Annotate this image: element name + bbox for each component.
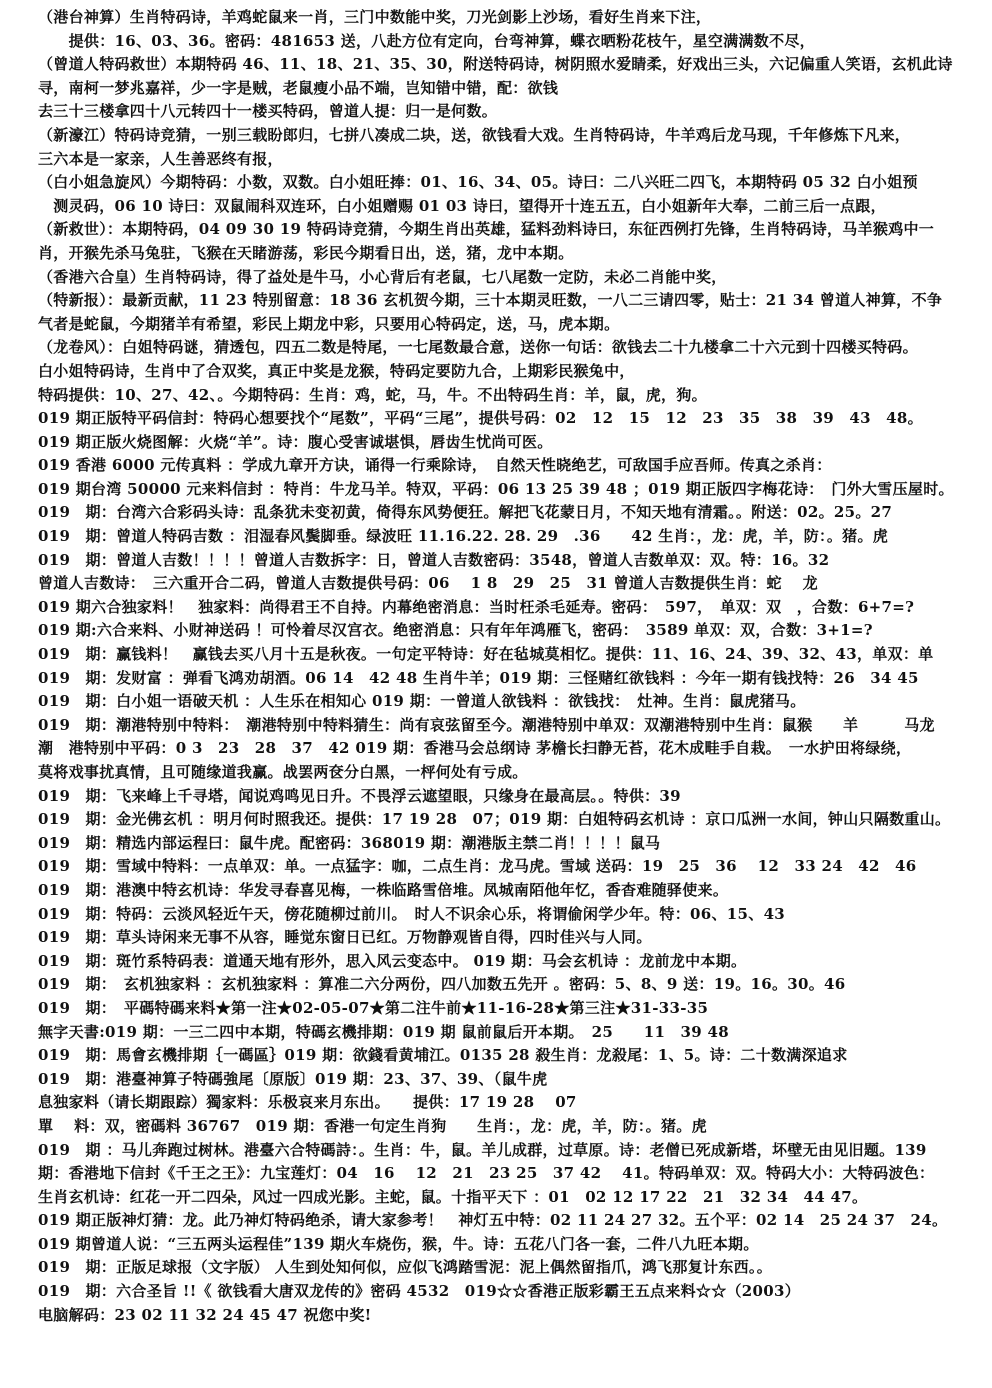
text-line: （特新报）：最新贡献，11 23 特别留意：18 36 玄机贺今期，三十本期灵旺数，一八二三请四零，贴士：21 34 曾道人神算，不争 (38, 291, 943, 310)
text-line: 三六本是一家亲，人生善恶终有报， (38, 149, 283, 168)
text-line: 019 期：台湾六合彩码头诗：乱条犹未变初黄，倚得东风势便狂。解把飞花蒙日月，不知天地有清霜。。附送：02。25。27 (38, 503, 893, 522)
text-line: 电脑解码：23 02 11 32 24 45 47 祝您中奖! (38, 1305, 372, 1324)
text-line: 019 期正版神灯猜：龙。此乃神灯特码绝杀，请大家参考！ 神灯五中特：02 11 24 27 32。五个平：02 14 25 24 37 24。 (38, 1211, 948, 1230)
text-line: 特码提供：10、27、42、。今期特码：生肖：鸡，蛇，马，牛。不出特码生肖：羊，鼠，虎，狗。 (38, 385, 707, 404)
text-line: 單 料：双，密碼料 36767 019 期：香港一句定生肖狗 生肖：，龙：虎，羊，防：。猪。虎 (38, 1116, 707, 1135)
text-line: 提供：16、03、36。密码：481653 送，八赴方位有定向，台弯神算，蝶衣晒粉花枝午，星空满满数不尽， (38, 31, 815, 50)
text-line: （曾道人特码救世）本期特码 46、11、18、21、35、30，附送特码诗，树阴照水爱睛柔，好戏出三头，六记偏重人笑语，玄机此诗 (38, 55, 953, 74)
text-line: 测灵码，06 10 诗曰：双鼠闹科双连环，白小姐赠赐 01 03 诗曰，望得开十连五五，白小姐新年大奉，二前三后一点跟， (38, 196, 886, 215)
text-line: 019 期：潮港特别中特料： 潮港特别中特料猜生：尚有哀弦留至今。潮港特别中单双：双潮港特别中生肖：鼠猴 羊 马龙 (38, 715, 935, 734)
text-line: 019 期：特码：云淡风轻近午天，傍花随柳过前川。 时人不识余心乐，将谓偷闲学少年。特：06、15、43 (38, 904, 786, 923)
text-line: 019 期： 平碼特碼来料★第一注★02-05-07★第二注牛前★11-16-28★第三注★31-33-35 (38, 998, 709, 1017)
text-line: 息独家料（请长期跟踪）獨家料：乐极哀来月东出。 提供：17 19 28 07 (38, 1093, 577, 1112)
text-line: 期：香港地下信封《千王之王》：九宝莲灯：04 16 12 21 23 25 37 42 41。特码单双：双。特码大小：大特码波色： (38, 1164, 935, 1183)
text-line: 019 期台湾 50000 元来料信封 ：特肖：牛龙马羊。特双，平码：06 13 25 39 48 ；019 期正版四字梅花诗： 门外大雪压屋时。 (38, 479, 954, 498)
text-line: 019 期：港澳中特玄机诗：华发寻春喜见梅，一株临路雪倍堆。凤城南陌他年忆，香杳难随驿使来。 (38, 880, 729, 899)
text-line: 019 期：金光佛玄机 ：明月何时照我还。提供：17 19 28 07；019 期：白姐特码玄机诗 ：京口瓜洲一水间，钟山只隔数重山。 (38, 810, 951, 829)
text-line: 019 期：精选内部运程曰：鼠牛虎。配密码：368019 期：潮港版主禁二肖！！！！鼠马 (38, 833, 661, 852)
text-line: 019 期：白小姐一语破天机 ：人生乐在相知心 019 期：一曾道人欲钱料 ：欲钱找： 灶神。生肖：鼠虎猪马。 (38, 692, 806, 711)
text-line: 019 期：飞来峰上千寻塔，闻说鸡鸣见日升。不畏浮云遮望眼，只缘身在最高层。。特供：39 (38, 786, 681, 805)
text-line: 019 期：六合圣旨 !!《 欲钱看大唐双龙传的》密码 4532 019☆☆香港正版彩霸王五点来料☆☆（2003） (38, 1282, 801, 1301)
text-line: 019 期：赢钱料！ 赢钱去买八月十五是秋夜。一句定平特诗：好在毡城莫相忆。提供：11、16、24、39、32、43，单双：单 (38, 645, 934, 664)
text-line: 气者是蛇鼠，今期猪羊有希望，彩民上期龙中彩，只要用心特码定，送，马，虎本期。 (38, 314, 620, 333)
text-line: 019 期：斑竹系特码表：道通天地有形外，思入风云变态中。 019 期：马会玄机诗 ：龙前龙中本期。 (38, 951, 747, 970)
text-line: 019 期：曾道人吉数！！！！曾道人吉数拆字：日，曾道人吉数密码：3548，曾道人吉数单双：双。特：16。32 (38, 550, 830, 569)
text-line: 019 期 ：马儿奔跑过树林。港臺六合特碼詩：。生肖：牛，鼠。羊儿成群，过草原。诗：老僧已死成新塔，坏壁无由见旧题。139 (38, 1140, 927, 1159)
text-line: 019 期：馬會玄機排期｛一碼區｝019 期：欲錢看黄埔江。0135 28 殺生肖：龙殺尾：1、5。诗：二十数满深追求 (38, 1046, 848, 1065)
text-line: 019 期：发财富 ：弹看飞鸿劝胡酒。06 14 42 48 生肖牛羊；019 期：三怪赌红欲钱料 ：今年一期有钱找特：26 34 45 (38, 668, 919, 687)
text-line: 莫将戏事扰真情，且可随缘道我赢。战罢两奁分白黑，一枰何处有亏成。 (38, 763, 528, 781)
text-line: 潮 港特别中平码：0 3 23 28 37 42 019 期：香港马会总纲诗 茅檐长扫静无苔，花木成畦手自栽。 一水护田将绿绕， (38, 739, 912, 758)
text-line: （白小姐急旋风）今期特码：小数，双数。白小姐旺捧：01、16、34、05。诗曰：二八兴旺二四飞，本期特码 05 32 白小姐预 (38, 173, 918, 192)
text-line: 去三十三楼拿四十八元转四十一楼买特码，曾道人提：归一是何数。 (38, 102, 498, 121)
text-line: 019 期：曾道人特码吉数 ：泪湿春风鬓脚垂。绿波旺 11.16.22. 28. 29 .36 42 生肖：，龙：虎，羊，防：。猪。虎 (38, 527, 889, 546)
text-line: 019 期：草头诗闲来无事不从容，睡觉东窗日已红。万物静观皆自得，四时佳兴与人同。 (38, 928, 652, 947)
text-line: （香港六合皇）生肖特码诗，得了益处是牛马，小心背后有老鼠，七八尾数一定防，未必二肖能中奖， (38, 267, 727, 286)
text-line: 曾道人吉数诗： 三六重开合二码，曾道人吉数提供号码：06 1 8 29 25 31 曾道人吉数提供生肖：蛇 龙 (38, 574, 818, 593)
text-line: 寻，南柯一梦兆嘉祥，少一字是贼，老鼠瘦小品不端，岂知错中错，配：欲钱 (38, 78, 559, 97)
text-line: 019 期:六合来料、小财神送码 ！可怜着尽汉宫衣。绝密消息：只有年年鸿雁飞，密码： 3589 单双：双，合数：3+1=? (38, 621, 873, 640)
text-line: 019 期曾道人说：“三五两头运程佳”139 期火车烧伤，猴，牛。诗：五花八门各一套，二件八九旺本期。 (38, 1234, 759, 1253)
text-line: 019 期：雪域中特料：一点单双：单。一点猛字：咖，二点生肖：龙马虎。雪域 送码：19 25 36 12 33 24 42 46 (38, 857, 917, 876)
text-line: 019 期：正版足球报（文字版） 人生到处知何似，应似飞鸿踏雪泥：泥上偶然留指爪，鸿飞那复计东西。。 (38, 1258, 773, 1277)
text-line: 019 期正版火烧图解：火烧“羊”。诗：腹心受害诚堪惧，唇齿生忧尚可医。 (38, 432, 553, 451)
text-line: 019 期：港臺神算子特碼強尾〔原版〕019 期：23、37、39、（鼠牛虎 (38, 1069, 548, 1088)
text-line: 019 香港 6000 元传真料 ：学成九章开方诀，诵得一行乘除诗， 自然天性晓绝艺，可敌国手应吾师。传真之杀肖： (38, 456, 832, 475)
text-line: 生肖玄机诗：红花一开二四朵，风过一四成光影。主蛇，鼠。十指平天下 ：01 02 12 17 22 21 32 34 44 47。 (38, 1187, 868, 1206)
text-line: 019 期正版特平码信封：特码心想要找个“尾数”，平码“三尾”，提供号码：02 12 15 12 23 35 38 39 43 48。 (38, 409, 923, 428)
text-line: 019 期： 玄机独家料 ：玄机独家料 ：算准二六分两份，四八加数五先开 。密码：5、8、9 送：19。16。30。46 (38, 975, 846, 994)
text-line: 白小姐特码诗，生肖中了合双奖，真正中奖是龙猴，特码定要防九合，上期彩民猴兔中， (38, 361, 635, 380)
text-line: 無字天書:019 期：一三二四中本期，特碼玄機排期：019 期 鼠前鼠后开本期。 25 11 39 48 (38, 1022, 729, 1041)
text-line: 肖，开猴先杀马兔驻，飞猴在天睹游荡，彩民今期看日出，送，猪，龙中本期。 (38, 243, 574, 262)
text-line: （新救世）：本期特码，04 09 30 19 特码诗竞猜，今期生肖出英雄，猛料劲料诗曰，东征西例打先锋，生肖特码诗，马羊猴鸡中一 (38, 220, 935, 239)
text-line: （港台神算）生肖特码诗，羊鸡蛇鼠来一肖，三门中数能中奖，刀光剑影上沙场，看好生肖来下注， (38, 8, 712, 26)
text-line: （龙卷风）：白姐特码谜，猜透包，四五二数是特尾，一七尾数最合意，送你一句话：欲钱去二十九楼拿二十六元到十四楼买特码。 (38, 338, 918, 357)
text-line: （新濠江）特码诗竞猜，一别三载盼郎归，七拼八凑成二块，送，欲钱看大戏。生肖特码诗，牛羊鸡后龙马现，千年修炼下凡来， (38, 125, 911, 144)
text-line: 019 期六合独家料！ 独家料：尚得君王不自持。内幕绝密消息：当时枉杀毛延寿。密码： 597， 单双：双 ，合数：6+7=? (38, 597, 915, 616)
